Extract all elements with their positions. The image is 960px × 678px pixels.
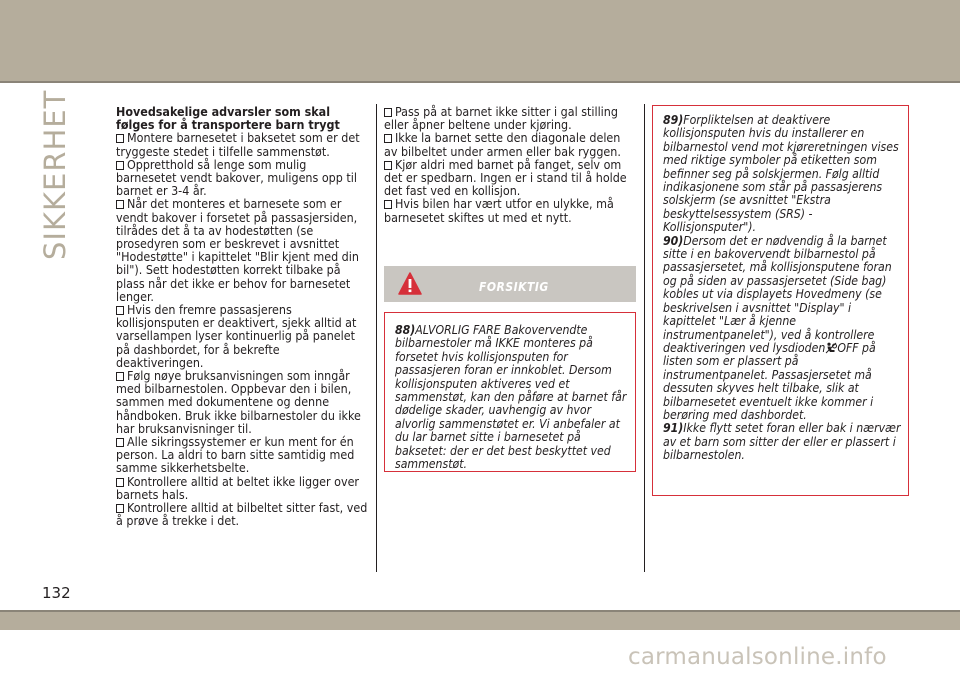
section-heading: Hovedsakelige advarsler som skal følges for å transportere barn trygt — [116, 104, 340, 133]
note-number: 91) — [663, 421, 684, 436]
note-number: 90) — [663, 233, 684, 248]
note-number: 88) — [395, 323, 416, 337]
note-text: Ikke flytt setet foran eller bak i nærvær av et barn som sitter der eller er plassert i bilbarnestolen. — [663, 421, 901, 463]
list-item: Alle sikringssystemer er kun ment for én person. La aldri to barn sitte samtidig med samme sikkerhetsbelte. — [116, 434, 355, 476]
page-number: 132 — [42, 584, 71, 602]
bullet-box-icon — [384, 161, 392, 170]
bullet-box-icon — [116, 306, 124, 315]
list-item: Oppretthold så lenge som mulig barnesetet vendt bakover, muligens opp til barnet er 3-4 år. — [116, 156, 357, 199]
bullet-box-icon — [384, 108, 392, 117]
bottom-band — [0, 612, 960, 630]
list-item: Pass på at barnet ikke sitter i gal stilling eller åpner beltene under kjøring. — [384, 104, 618, 133]
top-band-stripe — [0, 81, 960, 83]
column-1 — [116, 105, 368, 528]
list-item: Montere barnesetet i baksetet som er det tryggeste stedet i tilfelle sammenstøt. — [116, 130, 360, 159]
bullet-box-icon — [116, 200, 124, 209]
note-item — [663, 235, 905, 423]
note-text: OFF på listen som er plassert på instrumentpanelet. Passasjersetet må dessuten skyves helt tilbake, slik at bilbarnesetet eventuelt ikke kommer i berøring med dashbordet. — [663, 340, 876, 422]
warning-title: FORSIKTIG — [479, 280, 549, 294]
note-item — [663, 422, 905, 462]
warning-text — [395, 324, 631, 471]
notes-text — [663, 114, 905, 463]
note-text: Dersom det er nødvendig å la barnet sitte i en bakovervendt bilbarnestol på passasjersetet, må kollisjonsputene foran og på siden av passasjersetet (Side bag) kobles ut via displayets Hovedmeny (se beskrivelsen i avsnittet "Display" i kapittelet "Lær å kjenne instrumentpanelet"), ved å kontrollere deaktiveringen ved lysdioden — [663, 233, 892, 355]
note-text: ALVORLIG FARE Bakovervendte bilbarnestoler må IKKE monteres på forsetet hvis kollisjonsputen for passasjeren foran er innkoblet. Dersom kollisjonsputen aktiveres ved et sammenstøt, kan den påføre at barnet får dødelige skader, uavhengig av hvor alvorlig sammenstøtet er. Vi anbefaler at du lar barnet sitte i barnesetet på baksetet: der er det best beskyttet ved sammenstøt. — [395, 323, 627, 472]
bullet-box-icon — [116, 134, 124, 143]
bullet-box-icon — [384, 200, 392, 209]
column-divider — [376, 104, 377, 572]
list-item: Når det monteres et barnesete som er vendt bakover i forsetet på passasjersiden, tilrådes det å ta av hodestøtten (se prosedyren som er beskrevet i avsnittet "Hodestøtte" i kapittelet "Blir kjent med din bil"). Sett hodestøtten korrekt tilbake på plass når det ikke er behov for barnesetet lenger. — [116, 196, 359, 304]
column-2 — [384, 105, 636, 224]
bullet-box-icon — [116, 438, 124, 447]
list-item: Kjør aldri med barnet på fanget, selv om det er spedbarn. Ingen er i stand til å holde det fast ved en kollisjon. — [384, 156, 627, 199]
note-text: Forpliktelsen at deaktivere kollisjonsputen hvis du installerer en bilbarnestol vend mot kjøreretningen vises med riktige symboler på etiketten som befinner seg på solskjermen. Følg alltid indikasjonene som står på passasjerens solskjerm (se avsnittet "Ekstra beskyttelsessystem (SRS) - Kollisjonsputer"). — [663, 113, 899, 235]
list-item: Hvis bilen har vært utfor en ulykke, må barnesetet skiftes ut med et nytt. — [384, 196, 614, 225]
watermark: carmanualsonline.info — [628, 644, 887, 670]
top-band — [0, 0, 960, 81]
bullet-box-icon — [116, 372, 124, 381]
note-item — [663, 114, 905, 235]
list-item: Ikke la barnet sette den diagonale delen av bilbeltet under armen eller bak ryggen. — [384, 130, 621, 159]
bullet-box-icon — [384, 134, 392, 143]
warning-triangle-icon — [398, 272, 422, 296]
list-item: Følg nøye bruksanvisningen som inngår med bilbarnestolen. Oppbevar den i bilen, sammen med dokumentene og denne håndboken. Bruk ikke bilbarnestoler du ikke har bruksanvisninger til. — [116, 368, 361, 436]
bullet-box-icon — [116, 504, 124, 513]
list-item: Kontrollere alltid at bilbeltet sitter fast, ved å prøve å trekke i det. — [116, 500, 368, 529]
bullet-box-icon — [116, 161, 124, 170]
airbag-off-icon — [825, 342, 837, 354]
warning-header — [384, 266, 636, 302]
bullet-box-icon — [116, 478, 124, 487]
list-item: Kontrollere alltid at beltet ikke ligger over barnets hals. — [116, 473, 360, 502]
column-divider — [644, 104, 645, 572]
list-item: Hvis den fremre passasjerens kollisjonsputen er deaktivert, sjekk alltid at varsellampen lyser kontinuerlig på panelet på dashbordet, for å bekrefte deaktiveringen. — [116, 302, 357, 370]
section-title: SIKKERHET — [38, 89, 72, 260]
note-number: 89) — [663, 113, 684, 127]
